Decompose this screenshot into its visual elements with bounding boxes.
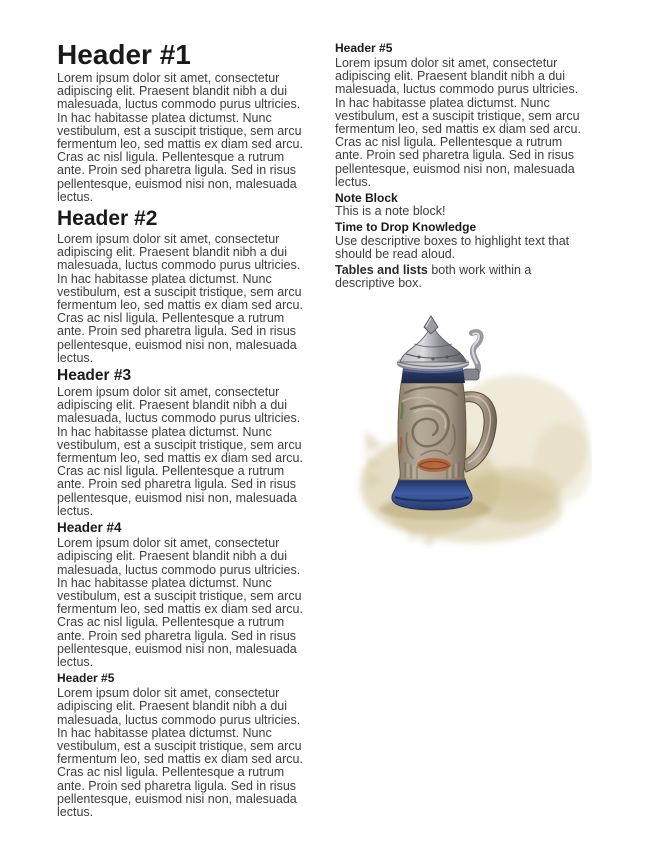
section-heading-1: Header #1 xyxy=(57,39,191,70)
tables-lists-rest: both work within a descriptive box. xyxy=(335,263,532,291)
section-heading-4: Header #4 xyxy=(57,520,122,536)
body-paragraph: Lorem ipsum dolor sit amet, consectetur adipiscing elit. Praesent blandit nibh a dui malesuada, luctus commodo purus ultricies. In hac habitasse platea dictumst. Nunc vestibulum, est a suscipit tristique, sem arcu fermentum leo, sed mattis ex diam sed arcu. Cras ac nisl ligula. Pellentesque a rutrum ante. Proin sed pharetra ligula. Sed in risus pellentesque, euismod nisi non, malesuada lectus. xyxy=(57,686,303,819)
body-paragraph: Lorem ipsum dolor sit amet, consectetur adipiscing elit. Praesent blandit nibh a dui malesuada, luctus commodo purus ultricies. In hac habitasse platea dictumst. Nunc vestibulum, est a suscipit tristique, sem arcu fermentum leo, sed mattis ex diam sed arcu. Cras ac nisl ligula. Pellentesque a rutrum ante. Proin sed pharetra ligula. Sed in risus pellentesque, euismod nisi non, malesuada lectus. xyxy=(57,71,303,204)
section-heading-3: Header #3 xyxy=(57,367,132,385)
pewter-lid xyxy=(400,316,466,362)
body-paragraph: Lorem ipsum dolor sit amet, consectetur adipiscing elit. Praesent blandit nibh a dui malesuada, luctus commodo purus ultricies. In hac habitasse platea dictumst. Nunc vestibulum, est a suscipit tristique, sem arcu fermentum leo, sed mattis ex diam sed arcu. Cras ac nisl ligula. Pellentesque a rutrum ante. Proin sed pharetra ligula. Sed in risus pellentesque, euismod nisi non, malesuada lectus. xyxy=(57,232,303,365)
knowledge-text: Use descriptive boxes to highlight text that should be read aloud. xyxy=(335,233,570,261)
stein-base xyxy=(392,479,472,510)
section-heading-5-right: Header #5 xyxy=(335,41,393,55)
tables-lists-line xyxy=(335,264,592,290)
section-heading-2: Header #2 xyxy=(57,207,158,231)
orange-medallion xyxy=(417,458,451,472)
right-column xyxy=(335,40,592,822)
two-column-layout xyxy=(57,40,592,822)
body-paragraph: Lorem ipsum dolor sit amet, consectetur adipiscing elit. Praesent blandit nibh a dui malesuada, luctus commodo purus ultricies. In hac habitasse platea dictumst. Nunc vestibulum, est a suscipit tristique, sem arcu fermentum leo, sed mattis ex diam sed arcu. Cras ac nisl ligula. Pellentesque a rutrum ante. Proin sed pharetra ligula. Sed in risus pellentesque, euismod nisi non, malesuada lectus. xyxy=(335,56,581,189)
body-paragraph: Lorem ipsum dolor sit amet, consectetur adipiscing elit. Praesent blandit nibh a dui malesuada, luctus commodo purus ultricies. In hac habitasse platea dictumst. Nunc vestibulum, est a suscipit tristique, sem arcu fermentum leo, sed mattis ex diam sed arcu. Cras ac nisl ligula. Pellentesque a rutrum ante. Proin sed pharetra ligula. Sed in risus pellentesque, euismod nisi non, malesuada lectus. xyxy=(57,385,303,518)
body-paragraph: Lorem ipsum dolor sit amet, consectetur adipiscing elit. Praesent blandit nibh a dui malesuada, luctus commodo purus ultricies. In hac habitasse platea dictumst. Nunc vestibulum, est a suscipit tristique, sem arcu fermentum leo, sed mattis ex diam sed arcu. Cras ac nisl ligula. Pellentesque a rutrum ante. Proin sed pharetra ligula. Sed in risus pellentesque, euismod nisi non, malesuada lectus. xyxy=(57,536,303,669)
section-heading-5: Header #5 xyxy=(57,671,115,686)
green-accent xyxy=(401,403,402,419)
beer-stein-illustration xyxy=(335,313,592,549)
note-block-title: Note Block xyxy=(335,191,398,206)
lid-thumb-lever xyxy=(463,333,481,381)
tables-lists-bold: Tables and lists xyxy=(335,263,428,278)
knowledge-title: Time to Drop Knowledge xyxy=(335,220,477,235)
left-column xyxy=(57,40,314,822)
note-block-text: This is a note block! xyxy=(335,204,446,219)
